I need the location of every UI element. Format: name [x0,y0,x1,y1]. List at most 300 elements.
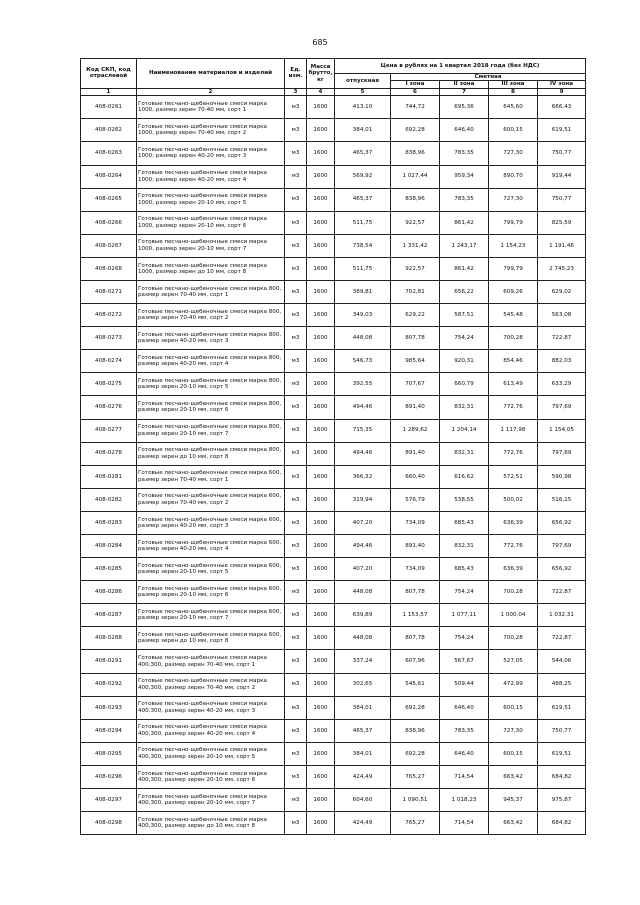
cell-code: 408-0281 [81,465,137,488]
cell-zone-1-price: 692,28 [391,696,440,719]
cell-unit: м3 [285,396,307,419]
cell-mass: 1600 [307,696,335,719]
cell-release-price: 465,37 [335,188,391,211]
cell-name: Готовые песчано-щебеночные смеси марка 800, размер зерен 70-40 мм, сорт 2 [137,304,285,327]
table-row [81,604,586,627]
cell-release-price: 604,60 [335,789,391,812]
cell-mass: 1600 [307,350,335,373]
cell-unit: м3 [285,789,307,812]
cell-mass: 1600 [307,442,335,465]
cell-zone-1-price: 891,40 [391,442,440,465]
table-row [81,650,586,673]
cell-zone-3-price: 609,26 [489,280,538,303]
cell-zone-4-price: 619,51 [538,696,586,719]
cell-zone-3-price: 600,15 [489,119,538,142]
cell-release-price: 389,81 [335,280,391,303]
price-table [80,58,586,835]
cell-code: 408-0284 [81,535,137,558]
table-row [81,696,586,719]
cell-unit: м3 [285,765,307,788]
cell-name: Готовые песчано-щебеночные смеси марка 800, размер зерен 20-10 мм, сорт 5 [137,373,285,396]
header-estimate: Сметная [391,74,586,81]
cell-code: 408-0297 [81,789,137,812]
table-row [81,373,586,396]
header-price-group: Цена в рублях на 1 квартал 2018 года (без НДС) [335,59,586,74]
cell-zone-2-price: 714,54 [440,765,489,788]
cell-zone-1-price: 734,09 [391,511,440,534]
cell-zone-3-price: 1 154,23 [489,234,538,257]
cell-zone-1-price: 692,28 [391,119,440,142]
cell-mass: 1600 [307,789,335,812]
cell-code: 408-0288 [81,627,137,650]
cell-zone-3-price: 727,30 [489,142,538,165]
cell-release-price: 511,75 [335,257,391,280]
table-row [81,234,586,257]
cell-code: 408-0274 [81,350,137,373]
cell-mass: 1600 [307,719,335,742]
cell-name: Готовые песчано-щебеночные смеси марка 400,300, размер зерен 70-40 мм, сорт 2 [137,673,285,696]
cell-mass: 1600 [307,419,335,442]
cell-zone-4-price: 797,69 [538,535,586,558]
cell-zone-3-price: 700,28 [489,327,538,350]
cell-release-price: 511,75 [335,211,391,234]
cell-code: 408-0292 [81,673,137,696]
table-row [81,442,586,465]
cell-zone-3-price: 545,48 [489,304,538,327]
cell-mass: 1600 [307,119,335,142]
cell-zone-4-price: 666,43 [538,96,586,119]
cell-zone-4-price: 1 154,05 [538,419,586,442]
cell-zone-2-price: 1 018,23 [440,789,489,812]
cell-zone-4-price: 563,08 [538,304,586,327]
cell-release-price: 546,73 [335,350,391,373]
cell-unit: м3 [285,257,307,280]
cell-unit: м3 [285,350,307,373]
cell-unit: м3 [285,604,307,627]
column-number: 6 [391,88,440,95]
cell-zone-1-price: 702,81 [391,280,440,303]
cell-zone-1-price: 1 027,44 [391,165,440,188]
cell-zone-3-price: 663,42 [489,812,538,835]
cell-mass: 1600 [307,304,335,327]
cell-unit: м3 [285,558,307,581]
header-zone-4: IV зона [538,81,586,88]
cell-zone-3-price: 727,30 [489,719,538,742]
cell-zone-4-price: 882,03 [538,350,586,373]
cell-zone-2-price: 646,40 [440,742,489,765]
cell-code: 408-0264 [81,165,137,188]
cell-mass: 1600 [307,558,335,581]
cell-zone-4-price: 975,87 [538,789,586,812]
table-row [81,350,586,373]
cell-zone-2-price: 754,24 [440,581,489,604]
cell-mass: 1600 [307,604,335,627]
column-number: 1 [81,88,137,95]
cell-zone-4-price: 488,25 [538,673,586,696]
cell-code: 408-0261 [81,96,137,119]
cell-name: Готовые песчано-щебеночные смеси марка 800, размер зерен 20-10 мм, сорт 7 [137,419,285,442]
cell-zone-2-price: 783,35 [440,188,489,211]
cell-zone-1-price: 1 331,42 [391,234,440,257]
cell-unit: м3 [285,650,307,673]
cell-zone-3-price: 772,76 [489,535,538,558]
cell-release-price: 349,03 [335,304,391,327]
cell-release-price: 366,32 [335,465,391,488]
header-code: Код СКП, код отраслевой [81,59,137,89]
cell-name: Готовые песчано-щебеночные смеси марка 800, размер зерен до 10 мм, сорт 8 [137,442,285,465]
cell-mass: 1600 [307,188,335,211]
cell-zone-4-price: 544,06 [538,650,586,673]
cell-name: Готовые песчано-щебеночные смеси марка 400,300, размер зерен 40-20 мм, сорт 3 [137,696,285,719]
cell-zone-3-price: 613,49 [489,373,538,396]
cell-code: 408-0267 [81,234,137,257]
cell-zone-2-price: 509,44 [440,673,489,696]
cell-code: 408-0263 [81,142,137,165]
cell-zone-3-price: 700,28 [489,627,538,650]
table-row [81,535,586,558]
cell-zone-4-price: 656,92 [538,511,586,534]
cell-zone-3-price: 890,70 [489,165,538,188]
cell-zone-1-price: 707,67 [391,373,440,396]
cell-mass: 1600 [307,280,335,303]
cell-code: 408-0283 [81,511,137,534]
cell-name: Готовые песчано-щебеночные смеси марка 600, размер зерен 70-40 мм, сорт 2 [137,488,285,511]
cell-zone-1-price: 922,57 [391,257,440,280]
cell-code: 408-0271 [81,280,137,303]
cell-name: Готовые песчано-щебеночные смеси марка 1000, размер зерен 20-10 мм, сорт 7 [137,234,285,257]
cell-zone-4-price: 684,82 [538,812,586,835]
cell-code: 408-0268 [81,257,137,280]
cell-code: 408-0277 [81,419,137,442]
cell-zone-1-price: 744,72 [391,96,440,119]
cell-zone-3-price: 600,15 [489,742,538,765]
cell-unit: м3 [285,119,307,142]
table-row [81,742,586,765]
cell-zone-1-price: 607,96 [391,650,440,673]
cell-zone-4-price: 750,77 [538,142,586,165]
cell-unit: м3 [285,327,307,350]
cell-zone-4-price: 619,51 [538,742,586,765]
table-row [81,165,586,188]
cell-code: 408-0291 [81,650,137,673]
table-row [81,627,586,650]
cell-zone-4-price: 797,69 [538,396,586,419]
cell-zone-1-price: 922,57 [391,211,440,234]
cell-zone-4-price: 722,87 [538,327,586,350]
cell-name: Готовые песчано-щебеночные смеси марка 1000, размер зерен 20-10 мм, сорт 5 [137,188,285,211]
cell-release-price: 319,94 [335,488,391,511]
cell-zone-3-price: 572,51 [489,465,538,488]
cell-release-price: 384,01 [335,742,391,765]
cell-zone-4-price: 684,82 [538,765,586,788]
cell-zone-1-price: 734,09 [391,558,440,581]
cell-unit: м3 [285,165,307,188]
cell-zone-1-price: 838,96 [391,142,440,165]
cell-release-price: 384,01 [335,119,391,142]
cell-code: 408-0262 [81,119,137,142]
cell-zone-1-price: 1 153,57 [391,604,440,627]
header-zone-1: I зона [391,81,440,88]
cell-zone-1-price: 629,22 [391,304,440,327]
table-row [81,96,586,119]
cell-zone-1-price: 985,64 [391,350,440,373]
cell-zone-3-price: 500,02 [489,488,538,511]
column-number: 2 [137,88,285,95]
column-number: 5 [335,88,391,95]
cell-code: 408-0287 [81,604,137,627]
cell-release-price: 494,46 [335,442,391,465]
table-row [81,119,586,142]
table-row [81,304,586,327]
cell-zone-1-price: 1 289,62 [391,419,440,442]
cell-zone-2-price: 754,24 [440,627,489,650]
cell-unit: м3 [285,304,307,327]
cell-zone-3-price: 854,46 [489,350,538,373]
cell-unit: м3 [285,581,307,604]
cell-zone-2-price: 832,31 [440,396,489,419]
cell-name: Готовые песчано-щебеночные смеси марка 600, размер зерен 20-10 мм, сорт 6 [137,581,285,604]
cell-zone-3-price: 663,42 [489,765,538,788]
cell-zone-2-price: 1 204,14 [440,419,489,442]
cell-release-price: 465,37 [335,719,391,742]
header-mass: Масса брутто, кг [307,59,335,89]
cell-name: Готовые песчано-щебеночные смеси марка 1000, размер зерен 40-20 мм, сорт 4 [137,165,285,188]
cell-release-price: 407,20 [335,558,391,581]
cell-zone-1-price: 838,96 [391,188,440,211]
cell-unit: м3 [285,373,307,396]
header-name: Наименование материалов и изделий [137,59,285,89]
cell-zone-2-price: 695,36 [440,96,489,119]
table-row [81,465,586,488]
cell-unit: м3 [285,96,307,119]
cell-zone-1-price: 692,28 [391,742,440,765]
cell-unit: м3 [285,742,307,765]
cell-zone-2-price: 646,40 [440,696,489,719]
cell-zone-2-price: 685,43 [440,558,489,581]
cell-zone-3-price: 636,39 [489,558,538,581]
cell-release-price: 569,92 [335,165,391,188]
cell-unit: м3 [285,812,307,835]
cell-zone-3-price: 1 000,04 [489,604,538,627]
cell-name: Готовые песчано-щебеночные смеси марка 1000, размер зерен 70-40 мм, сорт 1 [137,96,285,119]
cell-name: Готовые песчано-щебеночные смеси марка 600, размер зерен 40-20 мм, сорт 3 [137,511,285,534]
header-zone-3: III зона [489,81,538,88]
cell-zone-2-price: 783,35 [440,142,489,165]
cell-unit: м3 [285,142,307,165]
cell-release-price: 384,01 [335,696,391,719]
cell-name: Готовые песчано-щебеночные смеси марка 400,300, размер зерен 20-10 мм, сорт 6 [137,765,285,788]
table-body [81,96,586,835]
table-row [81,188,586,211]
cell-code: 408-0275 [81,373,137,396]
cell-code: 408-0282 [81,488,137,511]
cell-name: Готовые песчано-щебеночные смеси марка 800, размер зерен 40-20 мм, сорт 3 [137,327,285,350]
cell-name: Готовые песчано-щебеночные смеси марка 400,300, размер зерен 70-40 мм, сорт 1 [137,650,285,673]
cell-release-price: 302,65 [335,673,391,696]
cell-mass: 1600 [307,142,335,165]
cell-zone-1-price: 545,61 [391,673,440,696]
table-row [81,581,586,604]
cell-release-price: 639,89 [335,604,391,627]
cell-zone-3-price: 772,76 [489,442,538,465]
cell-code: 408-0298 [81,812,137,835]
table-row [81,719,586,742]
cell-unit: м3 [285,465,307,488]
cell-code: 408-0295 [81,742,137,765]
cell-release-price: 337,24 [335,650,391,673]
cell-name: Готовые песчано-щебеночные смеси марка 600, размер зерен до 10 мм, сорт 8 [137,627,285,650]
cell-zone-1-price: 891,40 [391,535,440,558]
cell-mass: 1600 [307,396,335,419]
cell-zone-3-price: 527,05 [489,650,538,673]
cell-mass: 1600 [307,535,335,558]
cell-name: Готовые песчано-щебеночные смеси марка 800, размер зерен 20-10 мм, сорт 6 [137,396,285,419]
cell-zone-2-price: 660,79 [440,373,489,396]
cell-zone-4-price: 619,51 [538,119,586,142]
cell-zone-2-price: 646,40 [440,119,489,142]
table-row [81,511,586,534]
cell-unit: м3 [285,442,307,465]
cell-mass: 1600 [307,327,335,350]
cell-zone-3-price: 799,79 [489,257,538,280]
cell-code: 408-0278 [81,442,137,465]
cell-mass: 1600 [307,581,335,604]
cell-zone-2-price: 861,42 [440,211,489,234]
cell-unit: м3 [285,627,307,650]
table-row [81,396,586,419]
cell-name: Готовые песчано-щебеночные смеси марка 1000, размер зерен 20-10 мм, сорт 6 [137,211,285,234]
cell-zone-2-price: 616,62 [440,465,489,488]
table-row [81,488,586,511]
cell-zone-2-price: 920,31 [440,350,489,373]
cell-zone-1-price: 838,96 [391,719,440,742]
cell-zone-3-price: 799,79 [489,211,538,234]
cell-name: Готовые песчано-щебеночные смеси марка 1000, размер зерен 40-20 мм, сорт 3 [137,142,285,165]
cell-code: 408-0276 [81,396,137,419]
cell-zone-2-price: 783,35 [440,719,489,742]
cell-release-price: 448,08 [335,581,391,604]
cell-name: Готовые песчано-щебеночные смеси марка 600, размер зерен 20-10 мм, сорт 5 [137,558,285,581]
cell-unit: м3 [285,234,307,257]
cell-zone-4-price: 516,15 [538,488,586,511]
table-row [81,280,586,303]
column-number: 3 [285,88,307,95]
cell-zone-4-price: 722,87 [538,581,586,604]
cell-release-price: 392,55 [335,373,391,396]
cell-unit: м3 [285,511,307,534]
cell-release-price: 407,20 [335,511,391,534]
cell-zone-4-price: 590,98 [538,465,586,488]
cell-zone-1-price: 576,79 [391,488,440,511]
cell-mass: 1600 [307,650,335,673]
cell-mass: 1600 [307,742,335,765]
cell-name: Готовые песчано-щебеночные смеси марка 800, размер зерен 40-20 мм, сорт 4 [137,350,285,373]
cell-name: Готовые песчано-щебеночные смеси марка 400,300, размер зерен 20-10 мм, сорт 5 [137,742,285,765]
table-row [81,327,586,350]
cell-zone-3-price: 772,76 [489,396,538,419]
cell-name: Готовые песчано-щебеночные смеси марка 400,300, размер зерен до 10 мм, сорт 8 [137,812,285,835]
cell-mass: 1600 [307,627,335,650]
cell-zone-3-price: 727,30 [489,188,538,211]
table-row [81,789,586,812]
cell-mass: 1600 [307,211,335,234]
table-row [81,211,586,234]
cell-mass: 1600 [307,673,335,696]
cell-name: Готовые песчано-щебеночные смеси марка 800, размер зерен 70-40 мм, сорт 1 [137,280,285,303]
cell-name: Готовые песчано-щебеночные смеси марка 1000, размер зерен до 10 мм, сорт 8 [137,257,285,280]
cell-zone-2-price: 861,42 [440,257,489,280]
cell-zone-1-price: 1 090,51 [391,789,440,812]
cell-zone-3-price: 1 117,98 [489,419,538,442]
table-row [81,142,586,165]
cell-release-price: 494,46 [335,535,391,558]
header-unit: Ед. изм. [285,59,307,89]
cell-code: 408-0272 [81,304,137,327]
cell-zone-3-price: 700,28 [489,581,538,604]
cell-zone-1-price: 807,78 [391,627,440,650]
cell-mass: 1600 [307,96,335,119]
cell-mass: 1600 [307,234,335,257]
cell-release-price: 715,35 [335,419,391,442]
cell-release-price: 738,54 [335,234,391,257]
cell-zone-1-price: 807,78 [391,327,440,350]
cell-zone-2-price: 656,22 [440,280,489,303]
header-release: отпускная [335,74,391,89]
cell-unit: м3 [285,280,307,303]
cell-unit: м3 [285,719,307,742]
cell-zone-4-price: 919,44 [538,165,586,188]
table-row [81,765,586,788]
cell-zone-2-price: 1 077,11 [440,604,489,627]
cell-mass: 1600 [307,812,335,835]
cell-unit: м3 [285,535,307,558]
column-number: 9 [538,88,586,95]
cell-zone-1-price: 891,40 [391,396,440,419]
cell-code: 408-0285 [81,558,137,581]
cell-zone-1-price: 765,27 [391,812,440,835]
cell-code: 408-0265 [81,188,137,211]
cell-code: 408-0296 [81,765,137,788]
column-number: 4 [307,88,335,95]
cell-release-price: 465,37 [335,142,391,165]
cell-code: 408-0294 [81,719,137,742]
cell-zone-3-price: 472,99 [489,673,538,696]
table-row [81,257,586,280]
cell-unit: м3 [285,696,307,719]
cell-zone-3-price: 636,39 [489,511,538,534]
cell-zone-1-price: 660,40 [391,465,440,488]
cell-mass: 1600 [307,257,335,280]
column-number: 7 [440,88,489,95]
cell-zone-3-price: 645,60 [489,96,538,119]
cell-zone-3-price: 945,37 [489,789,538,812]
cell-zone-1-price: 765,27 [391,765,440,788]
page-number: 685 [312,38,328,47]
cell-zone-2-price: 567,67 [440,650,489,673]
cell-zone-2-price: 714,54 [440,812,489,835]
cell-code: 408-0273 [81,327,137,350]
cell-release-price: 448,08 [335,327,391,350]
cell-zone-2-price: 754,24 [440,327,489,350]
cell-zone-2-price: 538,55 [440,488,489,511]
cell-unit: м3 [285,673,307,696]
cell-zone-1-price: 807,78 [391,581,440,604]
cell-mass: 1600 [307,165,335,188]
table-row [81,558,586,581]
table-row [81,419,586,442]
table-row [81,673,586,696]
cell-zone-4-price: 656,92 [538,558,586,581]
